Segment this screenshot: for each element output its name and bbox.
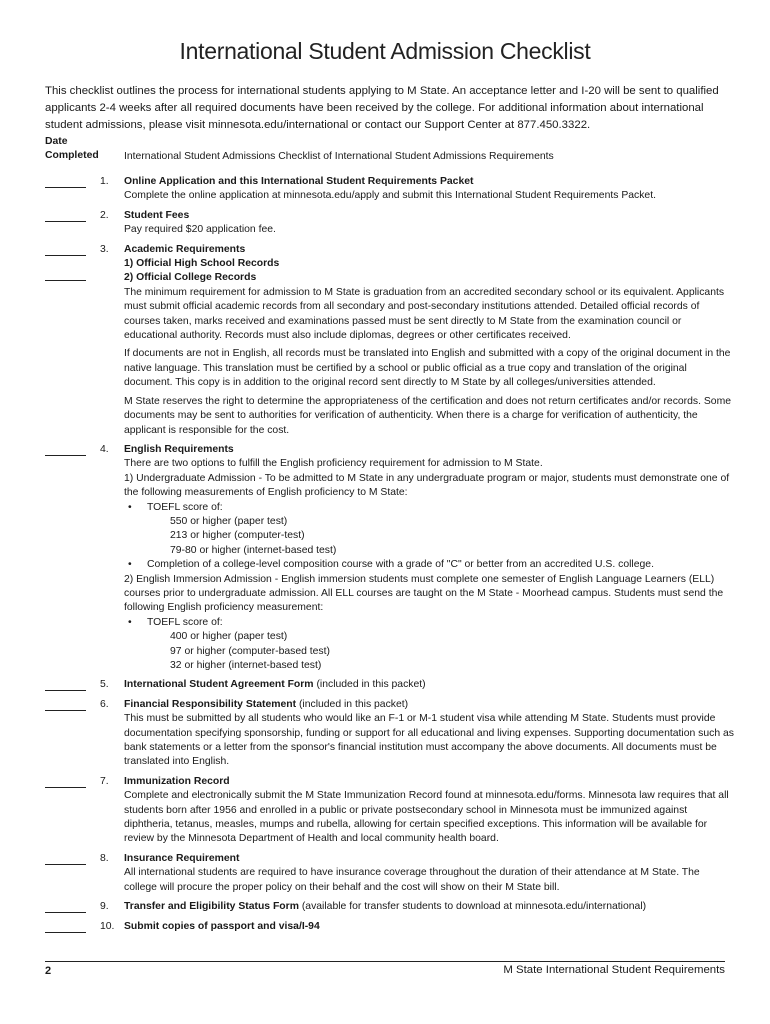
date-blank[interactable] <box>45 702 86 711</box>
score-line: 32 or higher (internet-based test) <box>170 660 322 671</box>
item-number: 3. <box>100 243 109 255</box>
date-blank[interactable] <box>45 904 86 913</box>
checklist-item-3 <box>45 243 735 438</box>
item-text: This must be submitted by all students who would like an F-1 or M-1 student visa while attending M State. Students must provide documentation specifying sponsorship, funding or support for all educational and living expenses. Supporting documentation such as bank statements or a letter from the sponsor's financial institution must accompany the above documents. All documents must be translated into English. <box>124 713 734 768</box>
page-number: 2 <box>45 965 52 977</box>
completed-label: Completed <box>45 150 99 161</box>
bullet-item: • TOEFL score of: <box>124 616 735 630</box>
score-line: 97 or higher (computer-based test) <box>170 645 330 657</box>
date-blank[interactable] <box>45 682 86 691</box>
item-heading: Financial Responsibility Statement <box>124 698 297 710</box>
checklist-item-9 <box>45 900 735 914</box>
date-blank[interactable] <box>45 179 86 188</box>
date-completed-label <box>45 135 99 163</box>
checklist-description: International Student Admissions Checklist of International Student Admissions Requirements <box>124 151 554 162</box>
footer-text: M State International Student Requirements <box>503 964 725 976</box>
item-text: Pay required $20 application fee. <box>124 224 276 236</box>
date-label: Date <box>45 136 68 147</box>
date-blank[interactable] <box>45 856 86 865</box>
item-number: 7. <box>100 775 109 787</box>
score-line: 550 or higher (paper test) <box>170 515 288 527</box>
bullet-item: • TOEFL score of: <box>124 501 735 515</box>
checklist-item-2 <box>45 209 735 238</box>
item-heading: Insurance Requirement <box>124 852 240 864</box>
item-heading: Submit copies of passport and visa/I-94 <box>124 920 320 932</box>
date-blank[interactable] <box>45 247 86 256</box>
item-paragraph: If documents are not in English, all records must be translated into English and submitted with a copy of the original document in the native language. This translation must be certified by a school or public official as a true copy and translation of the original document. This copy is in addition to the original record sent directly to M State by all colleges/universities attended. <box>124 348 731 389</box>
item-heading: Academic Requirements <box>124 243 246 255</box>
item-text: Complete the online application at minnesota.edu/apply and submit this International Student Requirements Packet. <box>124 190 656 202</box>
bullet-item: • Completion of a college-level composition course with a grade of "C" or better from an accredited U.S. college. <box>124 558 735 572</box>
item-number: 9. <box>100 901 109 913</box>
checklist-item-1 <box>45 175 735 204</box>
date-blank[interactable] <box>45 924 86 933</box>
checklist-item-10 <box>45 920 735 934</box>
checklist-item-8 <box>45 852 735 895</box>
item-text: 2) English Immersion Admission - English immersion students must complete one semester of English Language Learners (ELL) courses prior to undergraduate admission. All ELL courses are taught on the M State - Moorhead campus. Students must send the following English proficiency measurement: <box>124 573 724 614</box>
checklist-item-5 <box>45 678 735 692</box>
item-number: 4. <box>100 443 109 455</box>
page-title: International Student Admission Checklist <box>179 38 591 64</box>
item-subheading: 2) Official College Records <box>124 272 257 284</box>
item-number: 2. <box>100 209 109 221</box>
item-heading: Student Fees <box>124 209 190 221</box>
item-heading: Immunization Record <box>124 775 230 787</box>
item-note: (available for transfer students to download at minnesota.edu/international) <box>298 901 647 913</box>
checklist-items <box>45 175 735 939</box>
date-blank[interactable] <box>45 272 86 281</box>
item-number: 8. <box>100 852 109 864</box>
item-number: 1. <box>100 176 109 187</box>
item-heading: Transfer and Eligibility Status Form <box>124 901 299 913</box>
item-note: (included in this packet) <box>313 679 426 691</box>
date-blank[interactable] <box>45 779 86 788</box>
footer-divider <box>45 961 725 962</box>
score-line: 79-80 or higher (internet-based test) <box>170 544 337 556</box>
checklist-item-7 <box>45 775 735 847</box>
date-blank[interactable] <box>45 213 86 222</box>
item-paragraph: M State reserves the right to determine the appropriateness of the certification and does not return certificates and/or records. Some documents may be sent to authorities for verification of authenticity. When there is a charge for verification of authenticity, the applicant is responsible for the cost. <box>124 395 732 436</box>
checklist-item-6 <box>45 698 735 770</box>
checklist-item-4 <box>45 443 735 674</box>
item-text: Complete and electronically submit the M State Immunization Record found at minnesota.edu/forms. Minnesota law requires that all students born after 1956 and enrolled in a public or private postsecondary school in Minnesota must be immunized against diphtheria, tetanus, measles, mumps and rubella, allowing for certain specified exceptions. This information will be available for review by the Minnesota Department of Health and local community health board. <box>124 790 729 845</box>
item-text: 1) Undergraduate Admission - To be admitted to M State in any undergraduate program or major, students must demonstrate one of the following measurements of English proficiency to M State: <box>124 472 730 499</box>
item-heading: International Student Agreement Form <box>124 679 314 691</box>
item-number: 5. <box>100 679 109 691</box>
intro-paragraph: This checklist outlines the process for international students applying to M State. An acceptance letter and I-20 will be sent to qualified applicants 2-4 weeks after all required documents have been received by the college. For additional information about international student admissions, please visit minnesota.edu/international or contact our Support Center at 877.450.3322. <box>45 85 719 131</box>
item-text: There are two options to fulfill the English proficiency requirement for admission to M State. <box>124 458 543 470</box>
item-number: 6. <box>100 698 109 710</box>
score-line: 400 or higher (paper test) <box>170 631 288 643</box>
date-blank[interactable] <box>45 447 86 456</box>
item-subheading: 1) Official High School Records <box>124 258 280 270</box>
item-number: 10. <box>100 920 115 932</box>
item-paragraph: The minimum requirement for admission to M State is graduation from an accredited secondary school or its equivalent. Applicants must submit official academic records from all secondary and post-secondary institutions attended. Detailed official records of courses taken, marks received and examinations passed must be sent directly to M State from the examination council or educational authority. Records must also include diplomas, degrees or other certificates received. <box>124 286 725 342</box>
item-heading: Online Application and this International Student Requirements Packet <box>124 176 474 187</box>
score-line: 213 or higher (computer-test) <box>170 530 305 542</box>
item-note: (included in this packet) <box>296 698 409 710</box>
item-heading: English Requirements <box>124 443 234 455</box>
item-text: All international students are required to have insurance coverage throughout the duration of their attendance at M State. The college will procure the proper policy on their behalf and the cost will show on their M State bill. <box>124 867 700 893</box>
